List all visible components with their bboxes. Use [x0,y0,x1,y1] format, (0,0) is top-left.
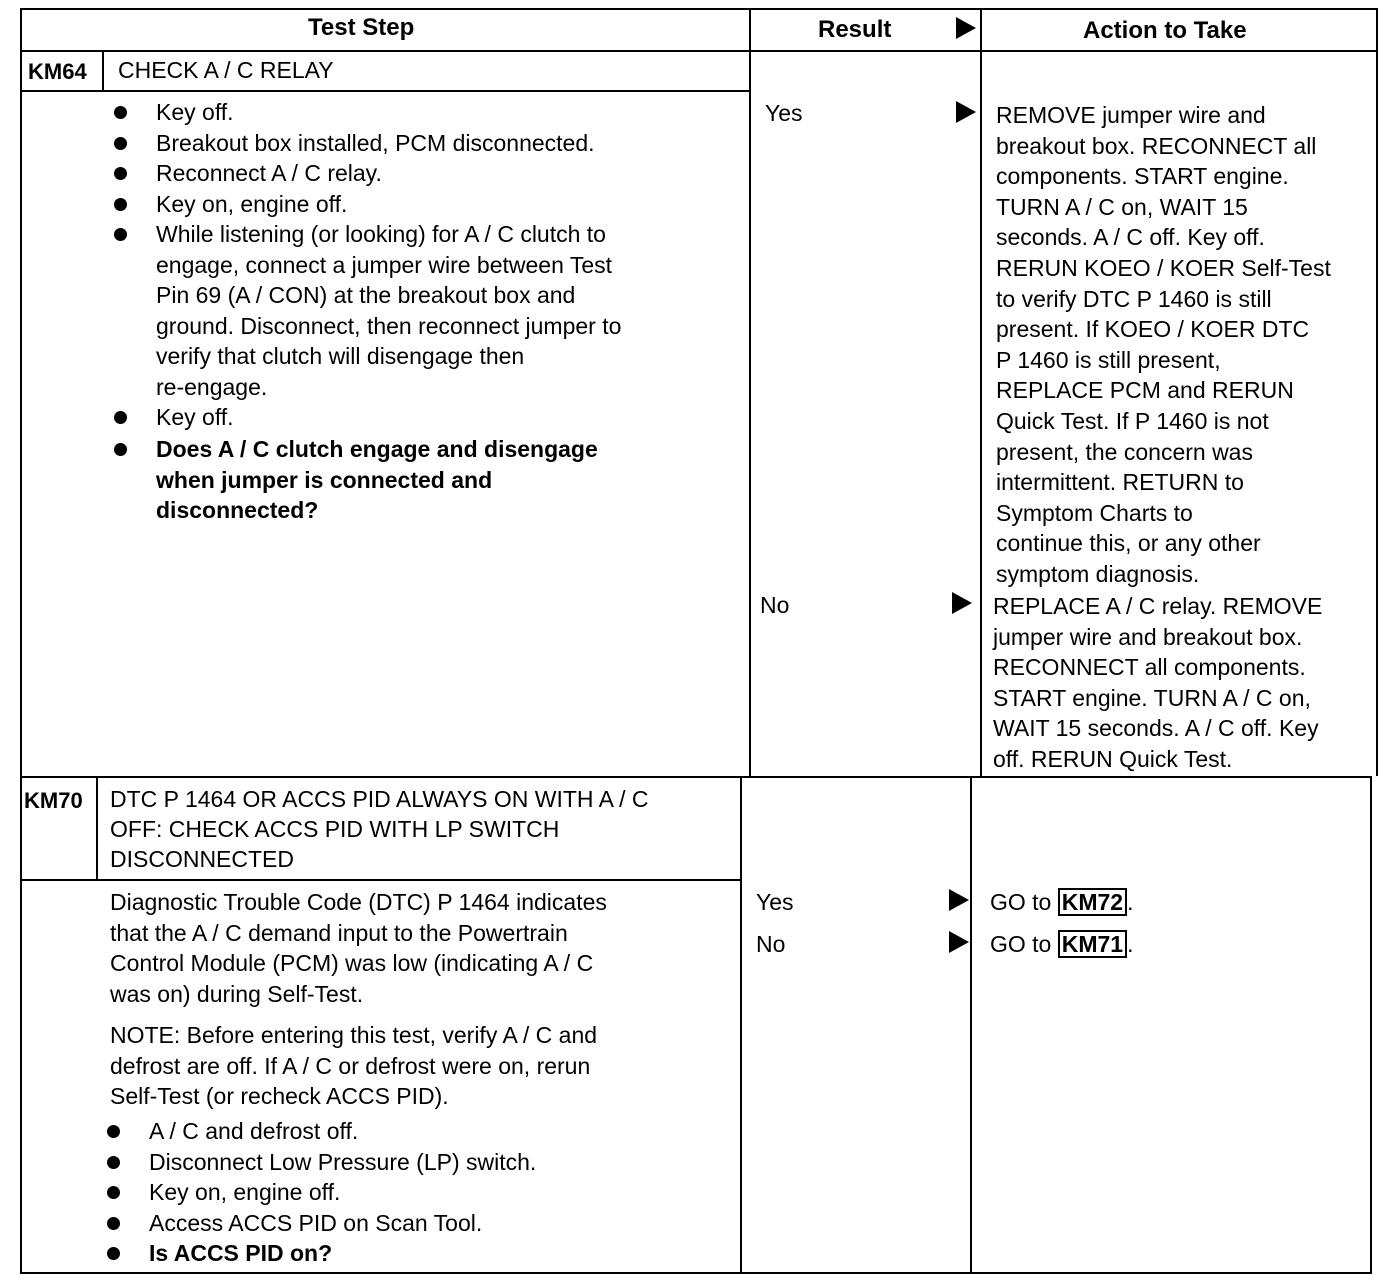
km64-step-item-text: Key off. [156,99,234,125]
km64-action-no [993,591,1322,775]
km70-action-yes [990,887,1134,918]
km64-step-item-text: ground. Disconnect, then reconnect jumper to [156,312,622,339]
action-column-border [980,8,982,776]
km64-question-line: disconnected? [156,497,319,523]
km70-title-line: DTC P 1464 OR ACCS PID ALWAYS ON WITH A / C [110,786,649,812]
km70-yes-arrow-icon [949,889,969,911]
km70-id-divider [96,776,98,880]
km64-action-yes-line: continue this, or any other [996,530,1261,557]
km64-yes-arrow-icon [956,101,976,123]
km64-step-item-text: While listening (or looking) for A / C clutch to [156,221,606,247]
bullet-icon [114,198,127,211]
bullet-icon [114,411,127,424]
km64-action-yes-line: RERUN KOEO / KOER Self-Test [996,254,1331,281]
section-separator [20,776,1372,778]
km64-title: CHECK A / C RELAY [118,57,334,83]
km64-step-item-text: Reconnect A / C relay. [156,160,382,186]
km64-action-yes-line: components. START engine. [996,163,1289,190]
km70-step-item [149,1177,536,1208]
km70-title-line: OFF: CHECK ACCS PID WITH LP SWITCH [110,816,560,842]
action-column-border-lower [970,776,972,1274]
km70-step-item [149,1208,536,1239]
header-bottom-border [20,50,1378,52]
km64-action-no-line: REPLACE A / C relay. REMOVE [993,593,1323,619]
km70-step-item-text: Key on, engine off. [149,1179,341,1205]
km70-step-item-text: A / C and defrost off. [149,1118,359,1144]
bullet-icon [114,106,127,119]
km64-action-yes-line: present. If KOEO / KOER DTC [996,316,1310,343]
km70-note [110,1020,597,1112]
km64-action-yes-line: present, the concern was [996,438,1253,465]
km64-question-line: Does A / C clutch engage and disengage [156,436,598,462]
header-test-step: Test Step [308,14,415,41]
table-top-border [20,8,1378,10]
km64-step-item [156,189,621,220]
km70-result-no: No [756,931,786,957]
km70-intro-line: that the A / C demand input to the Powertrain [110,919,568,946]
km64-no-arrow-icon [952,592,972,614]
bullet-icon [107,1247,120,1260]
km64-steps-list [156,97,621,433]
goto-text: GO to [990,889,1052,915]
table-right-border-lower [1370,776,1372,1274]
km70-result-yes: Yes [756,889,794,915]
km70-title-line: DISCONNECTED [110,846,295,872]
table-right-border [1376,8,1378,776]
km70-note-line: defrost are off. If A / C or defrost were on, rerun [110,1052,591,1079]
km64-id-divider [102,50,104,92]
km70-title-border [20,879,742,881]
header-arrow-icon [956,17,976,39]
km64-action-yes-line: breakout box. RECONNECT all [996,132,1317,159]
km64-step-item-text: Key on, engine off. [156,190,348,217]
km70-intro-line: Control Module (PCM) was low (indicating A / C [110,950,594,976]
km64-action-yes-line: P 1460 is still present, [996,346,1221,373]
bullet-icon [114,167,127,180]
km64-step-item [156,128,621,159]
km70-question-text: Is ACCS PID on? [149,1240,333,1266]
km64-step-item-text: engage, connect a jumper wire between Test [156,251,613,278]
km70-intro-line: was on) during Self-Test. [110,980,364,1007]
km64-step-item [156,219,621,402]
km64-question-line: when jumper is connected and [156,466,493,493]
km64-step-id: KM64 [28,59,87,84]
km64-action-yes-line: REPLACE PCM and RERUN [996,377,1294,404]
km64-action-no-line: jumper wire and breakout box. [993,623,1303,650]
km64-action-yes-line: Quick Test. If P 1460 is not [996,407,1269,434]
bullet-icon [107,1186,120,1199]
km64-action-no-line: WAIT 15 seconds. A / C off. Key [993,715,1319,742]
goto-text: GO to [990,931,1052,957]
km70-step-item [149,1116,536,1147]
result-column-border [749,8,751,776]
km70-note-line: NOTE: Before entering this test, verify A / C and [110,1022,598,1048]
km64-action-yes [996,100,1331,590]
bullet-icon [107,1217,120,1230]
bullet-icon [107,1125,120,1138]
km70-intro [110,887,607,1009]
km64-action-yes-line: seconds. A / C off. Key off. [996,224,1265,251]
km70-action-no [990,929,1134,960]
km71-link[interactable]: KM71 [1058,930,1127,958]
table-bottom-border [20,1272,1372,1274]
km64-step-item-text: Key off. [156,404,234,430]
km64-step-item-text: verify that clutch will disengage then [156,343,525,369]
km70-step-id: KM70 [24,788,83,813]
km64-action-yes-line: TURN A / C on, WAIT 15 [996,193,1248,220]
km64-step-item [156,158,621,189]
km64-action-no-line: START engine. TURN A / C on, [993,684,1311,711]
bullet-icon [114,137,127,150]
header-result: Result [818,16,892,43]
km64-result-yes: Yes [765,100,803,126]
km64-step-item [156,97,621,128]
bullet-icon [114,228,127,241]
bullet-icon [107,1156,120,1169]
km70-steps-list [149,1116,536,1238]
km70-step-item-text: Disconnect Low Pressure (LP) switch. [149,1148,537,1175]
km64-action-yes-line: intermittent. RETURN to [996,469,1244,496]
km70-intro-line: Diagnostic Trouble Code (DTC) P 1464 indicates [110,889,607,915]
km64-action-no-line: RECONNECT all components. [993,654,1306,681]
km64-action-yes-line: REMOVE jumper wire and [996,102,1266,128]
bullet-icon [114,443,127,456]
header-action: Action to Take [1083,17,1247,44]
km70-note-line: Self-Test (or recheck ACCS PID). [110,1083,449,1109]
km64-step-item-text: Pin 69 (A / CON) at the breakout box and [156,282,576,308]
km72-link[interactable]: KM72 [1058,888,1127,916]
km70-step-item-text: Access ACCS PID on Scan Tool. [149,1209,483,1236]
km64-action-yes-line: symptom diagnosis. [996,560,1200,587]
km64-step-item-text: re-engage. [156,373,268,400]
km70-title [110,784,649,874]
km70-no-arrow-icon [949,931,969,953]
km64-question [156,434,598,526]
km70-step-item [149,1147,536,1178]
km64-action-no-line: off. RERUN Quick Test. [993,745,1233,772]
result-column-border-lower [740,776,742,1274]
period: . [1127,889,1134,915]
period: . [1127,931,1134,957]
km64-step-item-text: Breakout box installed, PCM disconnected. [156,129,595,156]
km64-action-yes-line: to verify DTC P 1460 is still [996,285,1272,312]
km64-step-item [156,402,621,433]
km64-result-no: No [760,592,790,618]
table-left-border [20,8,22,1274]
km64-action-yes-line: Symptom Charts to [996,499,1193,526]
km70-question [149,1238,332,1269]
km64-title-border [20,90,750,92]
